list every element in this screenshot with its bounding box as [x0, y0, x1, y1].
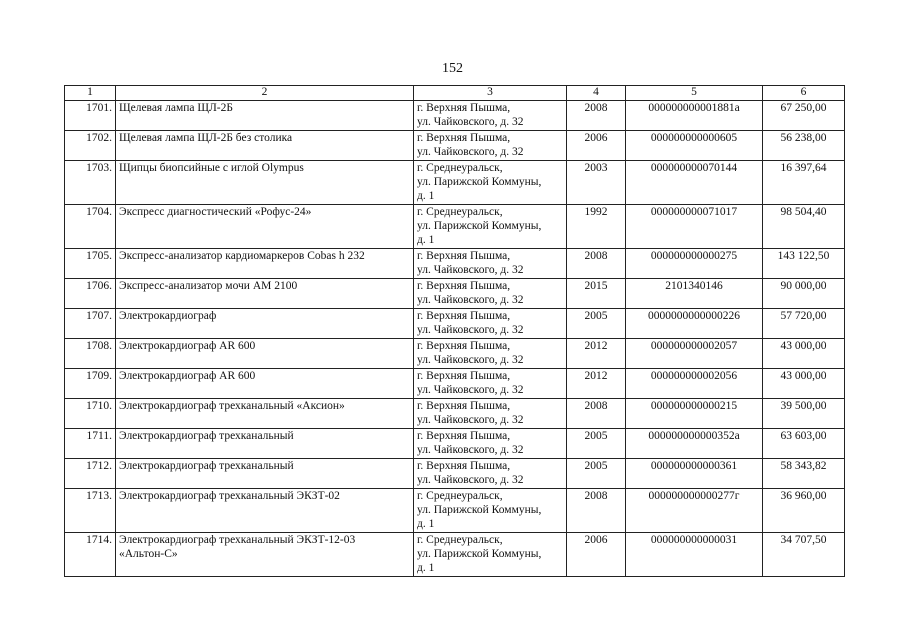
- inventory-number: 000000000000215: [626, 399, 763, 429]
- inventory-number: 000000000070144: [626, 161, 763, 205]
- item-name: Экспресс-анализатор мочи АМ 2100: [116, 279, 414, 309]
- item-cost: 67 250,00: [763, 101, 845, 131]
- row-number: 1710.: [65, 399, 116, 429]
- item-year: 2008: [567, 101, 626, 131]
- item-cost: 58 343,82: [763, 459, 845, 489]
- item-name: Экспресс диагностический «Рофус-24»: [116, 205, 414, 249]
- item-address: г. Верхняя Пышма, ул. Чайковского, д. 32: [414, 131, 567, 161]
- table-row: [65, 309, 845, 339]
- item-address: г. Верхняя Пышма, ул. Чайковского, д. 32: [414, 101, 567, 131]
- table-row: [65, 339, 845, 369]
- item-year: 2005: [567, 429, 626, 459]
- table-row: [65, 399, 845, 429]
- item-cost: 43 000,00: [763, 369, 845, 399]
- row-number: 1703.: [65, 161, 116, 205]
- item-name: Электрокардиограф трехканальный: [116, 459, 414, 489]
- item-year: 2006: [567, 533, 626, 577]
- item-cost: 39 500,00: [763, 399, 845, 429]
- table-row: [65, 205, 845, 249]
- item-cost: 63 603,00: [763, 429, 845, 459]
- table-row: [65, 429, 845, 459]
- item-address: г. Верхняя Пышма, ул. Чайковского, д. 32: [414, 369, 567, 399]
- item-address: г. Верхняя Пышма, ул. Чайковского, д. 32: [414, 249, 567, 279]
- item-cost: 56 238,00: [763, 131, 845, 161]
- column-header: 2: [116, 86, 414, 101]
- item-year: 2003: [567, 161, 626, 205]
- row-number: 1712.: [65, 459, 116, 489]
- table-row: [65, 249, 845, 279]
- table-row: [65, 101, 845, 131]
- item-name: Электрокардиограф трехканальный ЭКЗТ-12-03 «Альтон-С»: [116, 533, 414, 577]
- item-year: 1992: [567, 205, 626, 249]
- item-name: Электрокардиограф трехканальный ЭКЗТ-02: [116, 489, 414, 533]
- item-name: Электрокардиограф трехканальный: [116, 429, 414, 459]
- item-year: 2008: [567, 249, 626, 279]
- item-year: 2012: [567, 369, 626, 399]
- column-header: 4: [567, 86, 626, 101]
- row-number: 1714.: [65, 533, 116, 577]
- table-row: [65, 279, 845, 309]
- item-cost: 98 504,40: [763, 205, 845, 249]
- item-year: 2006: [567, 131, 626, 161]
- item-year: 2008: [567, 489, 626, 533]
- column-header: 1: [65, 86, 116, 101]
- row-number: 1713.: [65, 489, 116, 533]
- inventory-number: 000000000000277г: [626, 489, 763, 533]
- item-cost: 43 000,00: [763, 339, 845, 369]
- item-name: Экспресс-анализатор кардиомаркеров Cobas h 232: [116, 249, 414, 279]
- equipment-table: [64, 85, 845, 577]
- inventory-number: 2101340146: [626, 279, 763, 309]
- table-body: [65, 101, 845, 577]
- row-number: 1704.: [65, 205, 116, 249]
- item-address: г. Верхняя Пышма, ул. Чайковского, д. 32: [414, 309, 567, 339]
- item-cost: 34 707,50: [763, 533, 845, 577]
- inventory-number: 000000000002056: [626, 369, 763, 399]
- row-number: 1706.: [65, 279, 116, 309]
- item-cost: 36 960,00: [763, 489, 845, 533]
- item-address: г. Среднеуральск, ул. Парижской Коммуны, д. 1: [414, 161, 567, 205]
- item-address: г. Среднеуральск, ул. Парижской Коммуны, д. 1: [414, 205, 567, 249]
- table-row: [65, 459, 845, 489]
- page-number: 152: [442, 61, 463, 76]
- table-row: [65, 131, 845, 161]
- item-address: г. Верхняя Пышма, ул. Чайковского, д. 32: [414, 339, 567, 369]
- item-name: Электрокардиограф AR 600: [116, 339, 414, 369]
- item-address: г. Верхняя Пышма, ул. Чайковского, д. 32: [414, 459, 567, 489]
- item-cost: 143 122,50: [763, 249, 845, 279]
- inventory-number: 000000000002057: [626, 339, 763, 369]
- inventory-number: 000000000001881а: [626, 101, 763, 131]
- inventory-number: 000000000000352а: [626, 429, 763, 459]
- item-year: 2005: [567, 309, 626, 339]
- item-address: г. Среднеуральск, ул. Парижской Коммуны, д. 1: [414, 533, 567, 577]
- row-number: 1701.: [65, 101, 116, 131]
- row-number: 1705.: [65, 249, 116, 279]
- item-address: г. Среднеуральск, ул. Парижской Коммуны, д. 1: [414, 489, 567, 533]
- item-year: 2008: [567, 399, 626, 429]
- item-cost: 57 720,00: [763, 309, 845, 339]
- table-row: [65, 369, 845, 399]
- item-name: Электрокардиограф трехканальный «Аксион»: [116, 399, 414, 429]
- item-year: 2005: [567, 459, 626, 489]
- item-name: Электрокардиограф AR 600: [116, 369, 414, 399]
- column-number-row: [65, 86, 845, 101]
- item-name: Электрокардиограф: [116, 309, 414, 339]
- table-row: [65, 533, 845, 577]
- table-row: [65, 489, 845, 533]
- inventory-number: 0000000000000226: [626, 309, 763, 339]
- row-number: 1702.: [65, 131, 116, 161]
- inventory-number: 000000000000605: [626, 131, 763, 161]
- item-address: г. Верхняя Пышма, ул. Чайковского, д. 32: [414, 429, 567, 459]
- item-year: 2012: [567, 339, 626, 369]
- item-name: Щипцы биопсийные с иглой Olympus: [116, 161, 414, 205]
- row-number: 1708.: [65, 339, 116, 369]
- inventory-number: 000000000000031: [626, 533, 763, 577]
- item-address: г. Верхняя Пышма, ул. Чайковского, д. 32: [414, 279, 567, 309]
- row-number: 1707.: [65, 309, 116, 339]
- item-year: 2015: [567, 279, 626, 309]
- table-row: [65, 161, 845, 205]
- item-name: Щелевая лампа ЩЛ-2Б без столика: [116, 131, 414, 161]
- table-header: [65, 86, 845, 101]
- item-address: г. Верхняя Пышма, ул. Чайковского, д. 32: [414, 399, 567, 429]
- column-header: 6: [763, 86, 845, 101]
- inventory-number: 000000000000361: [626, 459, 763, 489]
- item-cost: 16 397,64: [763, 161, 845, 205]
- item-cost: 90 000,00: [763, 279, 845, 309]
- item-name: Щелевая лампа ЩЛ-2Б: [116, 101, 414, 131]
- inventory-number: 000000000071017: [626, 205, 763, 249]
- column-header: 5: [626, 86, 763, 101]
- row-number: 1709.: [65, 369, 116, 399]
- column-header: 3: [414, 86, 567, 101]
- row-number: 1711.: [65, 429, 116, 459]
- inventory-number: 000000000000275: [626, 249, 763, 279]
